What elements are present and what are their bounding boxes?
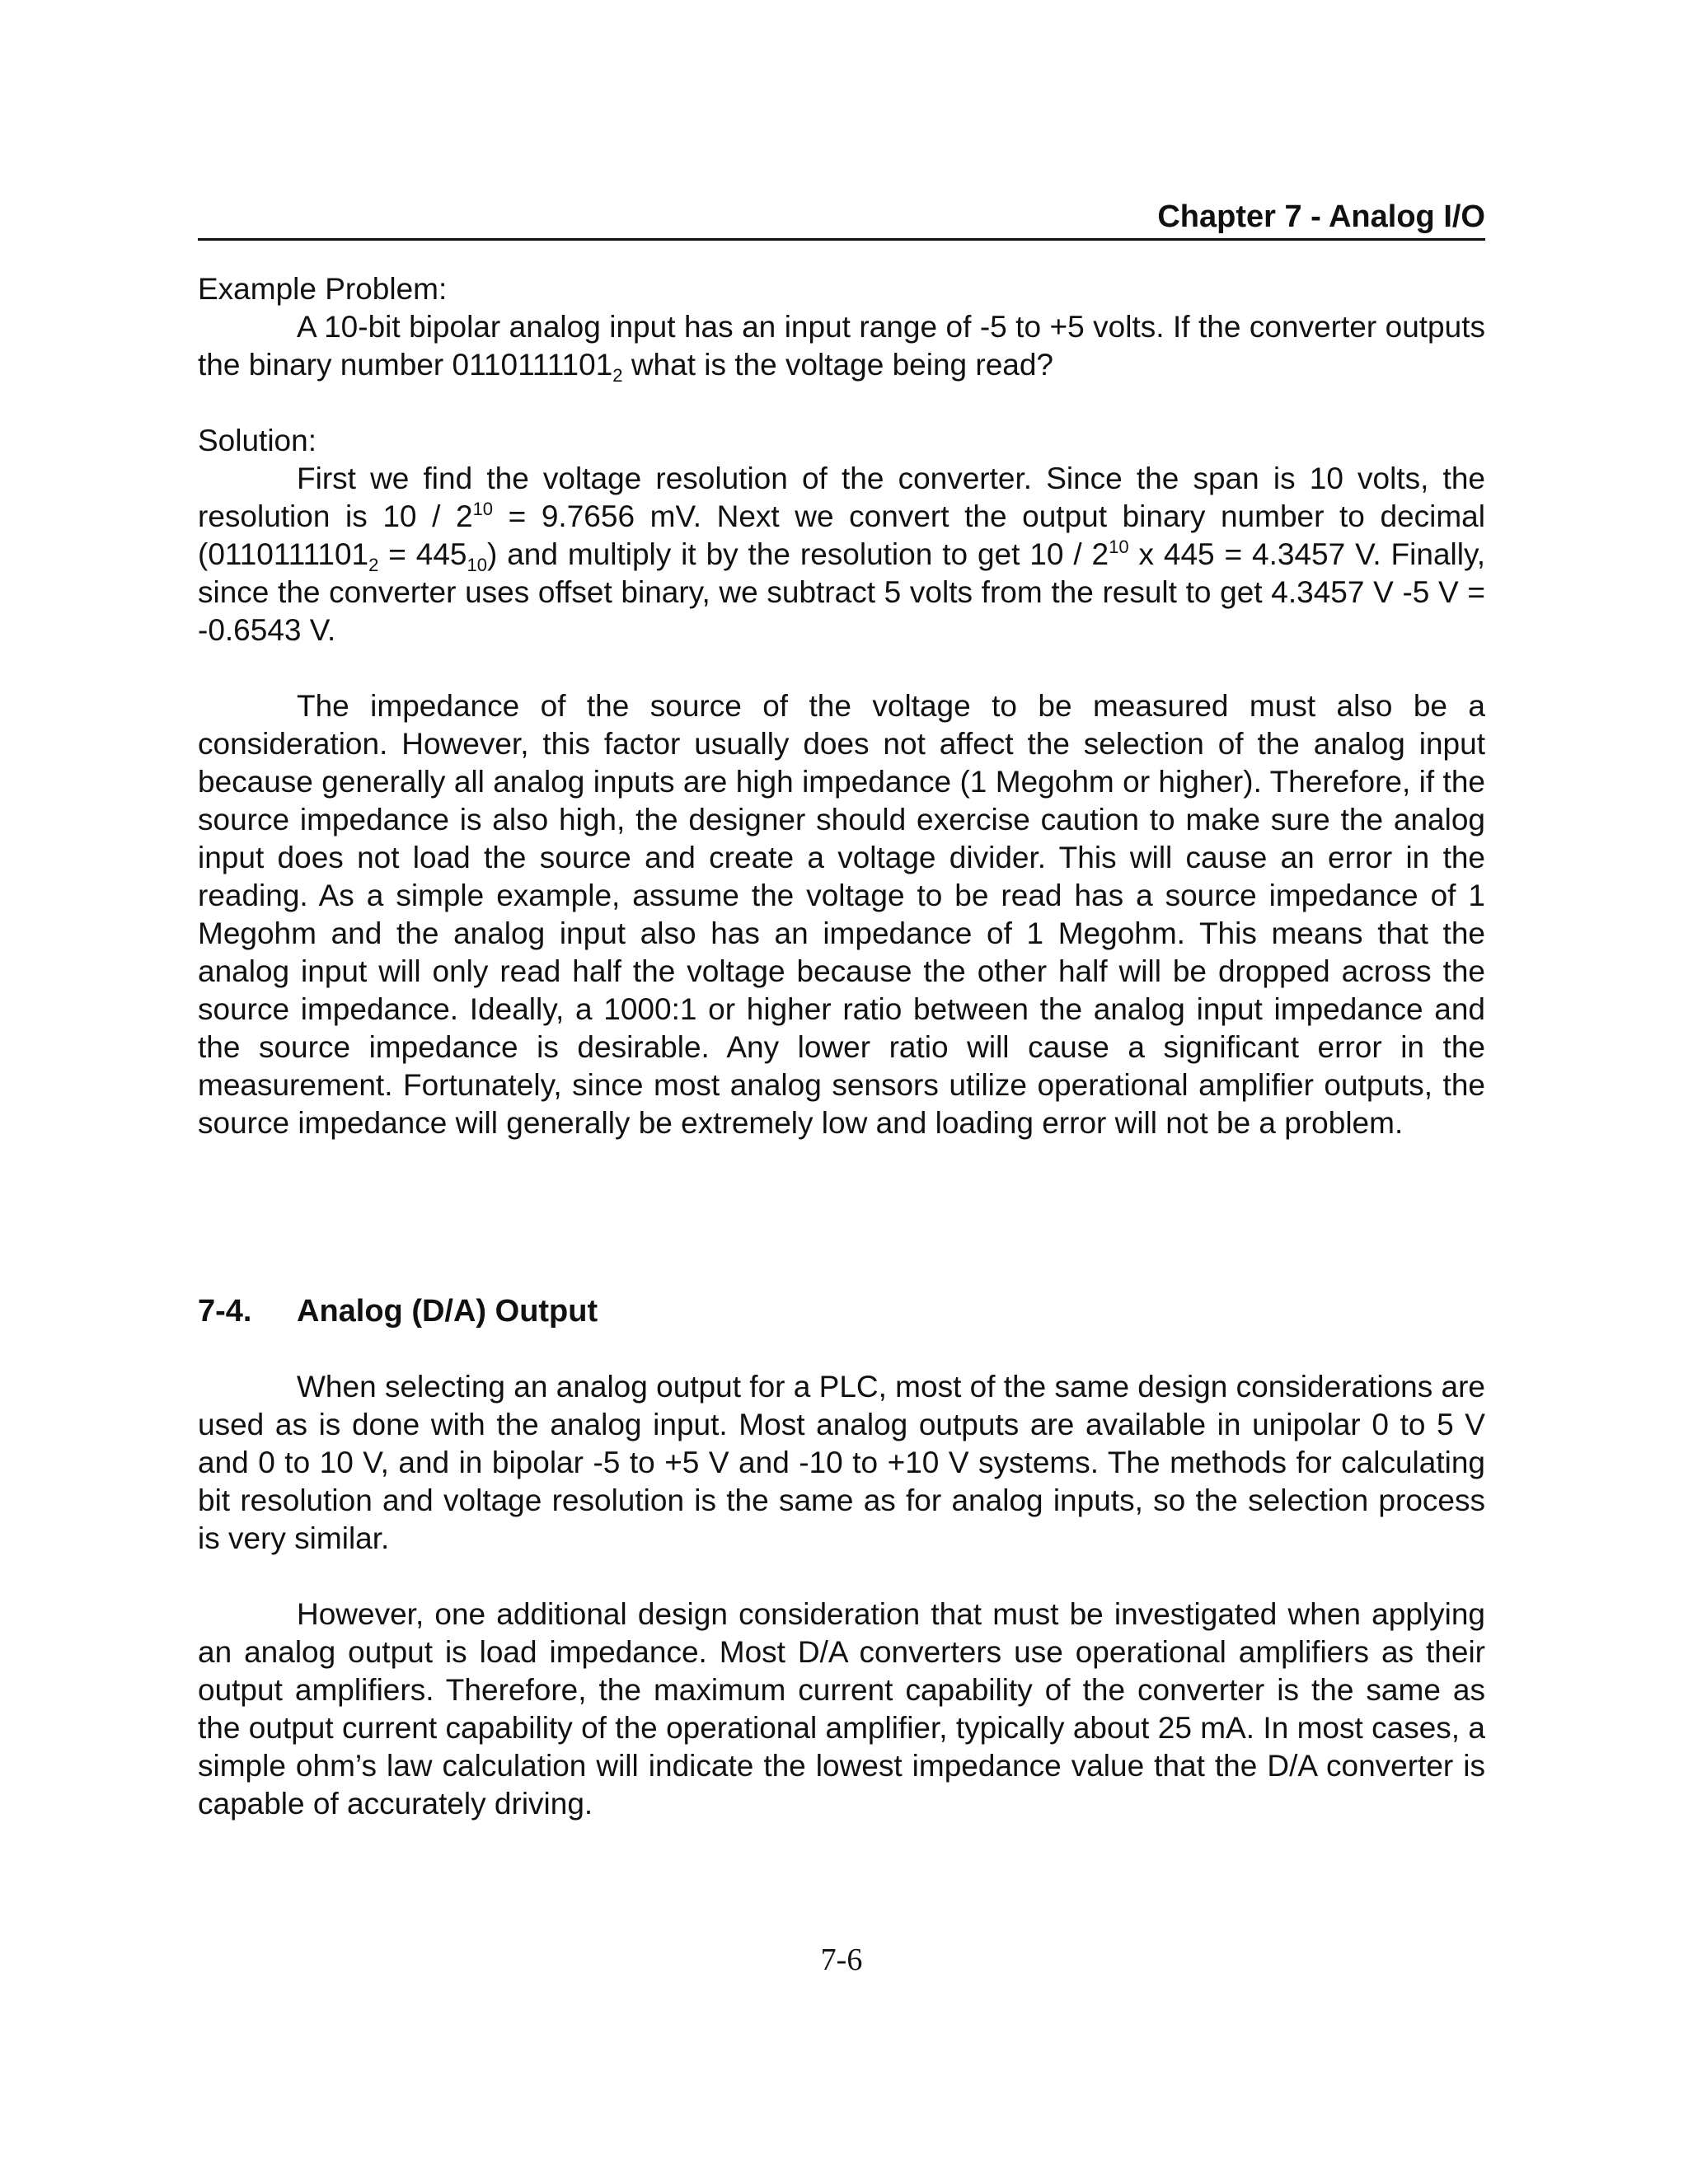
solution-text-part: x 445 = 4.3457 V. Finally, since the converter uses offset binary, we subtract 5 volts from the result to get 4.3457 V -5 V = -0.6543 V. xyxy=(198,537,1486,647)
impedance-paragraph-block xyxy=(198,687,1485,1142)
solution-block xyxy=(198,422,1485,649)
subscript: 2 xyxy=(612,365,623,386)
example-text-part: what is the voltage being read? xyxy=(622,348,1054,382)
output-paragraph-1-block xyxy=(198,1368,1485,1558)
solution-text-part: ) and multiply it by the resolution to get 10 / 2 xyxy=(487,537,1109,571)
running-header: Chapter 7 - Analog I/O xyxy=(1157,199,1485,234)
impedance-paragraph: The impedance of the source of the voltage to be measured must also be a consideration. However, this factor usually does not affect the selection of the analog input because generally all analog inputs are high impedance (1 Megohm or higher). Therefore, if the source impedance is also high, the designer should exercise caution to make sure the analog input does not load the source and create a voltage divider. This will cause an error in the reading. As a simple example, assume the voltage to be read has a source impedance of 1 Megohm and the analog input also has an impedance of 1 Megohm. This means that the analog input will only read half the voltage because the other half will be dropped across the source impedance. Ideally, a 1000:1 or higher ratio between the analog input impedance and the source impedance is desirable. Any lower ratio will cause a significant error in the measurement. Fortunately, since most analog sensors utilize operational amplifier outputs, the source impedance will generally be extremely low and loading error will not be a problem. xyxy=(198,689,1485,1140)
example-text-part: A 10-bit bipolar analog input has an input range of -5 to +5 volts. If the converter outputs the binary number 0110111101 xyxy=(198,310,1485,382)
solution-text-part: = 445 xyxy=(378,537,467,571)
header-rule xyxy=(198,238,1485,241)
section-heading xyxy=(198,1292,598,1330)
output-paragraph-2: However, one additional design consideration that must be investigated when applying an analog output is load impedance. Most D/A converters use operational amplifiers as their output amplifiers. Therefore, the maximum current capability of the converter is the same as the output current capability of the operational amplifier, typically about 25 mA. In most cases, a simple ohm’s law calculation will indicate the lowest impedance value that the D/A converter is capable of accurately driving. xyxy=(198,1597,1485,1821)
subscript: 10 xyxy=(467,555,487,575)
solution-text-part: = 9.7656 mV. Next we convert the output binary number to decimal (0110111101 xyxy=(198,499,1485,571)
superscript: 10 xyxy=(1109,537,1129,557)
subscript: 2 xyxy=(368,555,379,575)
solution-text xyxy=(198,460,1485,649)
example-block xyxy=(198,270,1485,384)
solution-text-part: First we find the voltage resolution of the converter. Since the span is 10 volts, the resolution is 10 / 2 xyxy=(198,462,1485,533)
solution-label: Solution: xyxy=(198,424,316,457)
example-problem-text xyxy=(198,308,1485,384)
superscript: 10 xyxy=(472,499,494,519)
page-number: 7-6 xyxy=(820,1943,863,1977)
document-page xyxy=(198,0,1485,2184)
section-title: Analog (D/A) Output xyxy=(297,1294,598,1329)
example-label: Example Problem: xyxy=(198,272,448,306)
section-number: 7-4. xyxy=(198,1294,252,1329)
output-paragraph-2-block xyxy=(198,1596,1485,1823)
output-paragraph-1: When selecting an analog output for a PLC, most of the same design considerations are used as is done with the analog input. Most analog outputs are available in unipolar 0 to 5 V and 0 to 10 V, and in bipolar -5 to +5 V and -10 to +10 V systems. The methods for calculating bit resolution and voltage resolution is the same as for analog inputs, so the selection process is very similar. xyxy=(198,1370,1485,1555)
